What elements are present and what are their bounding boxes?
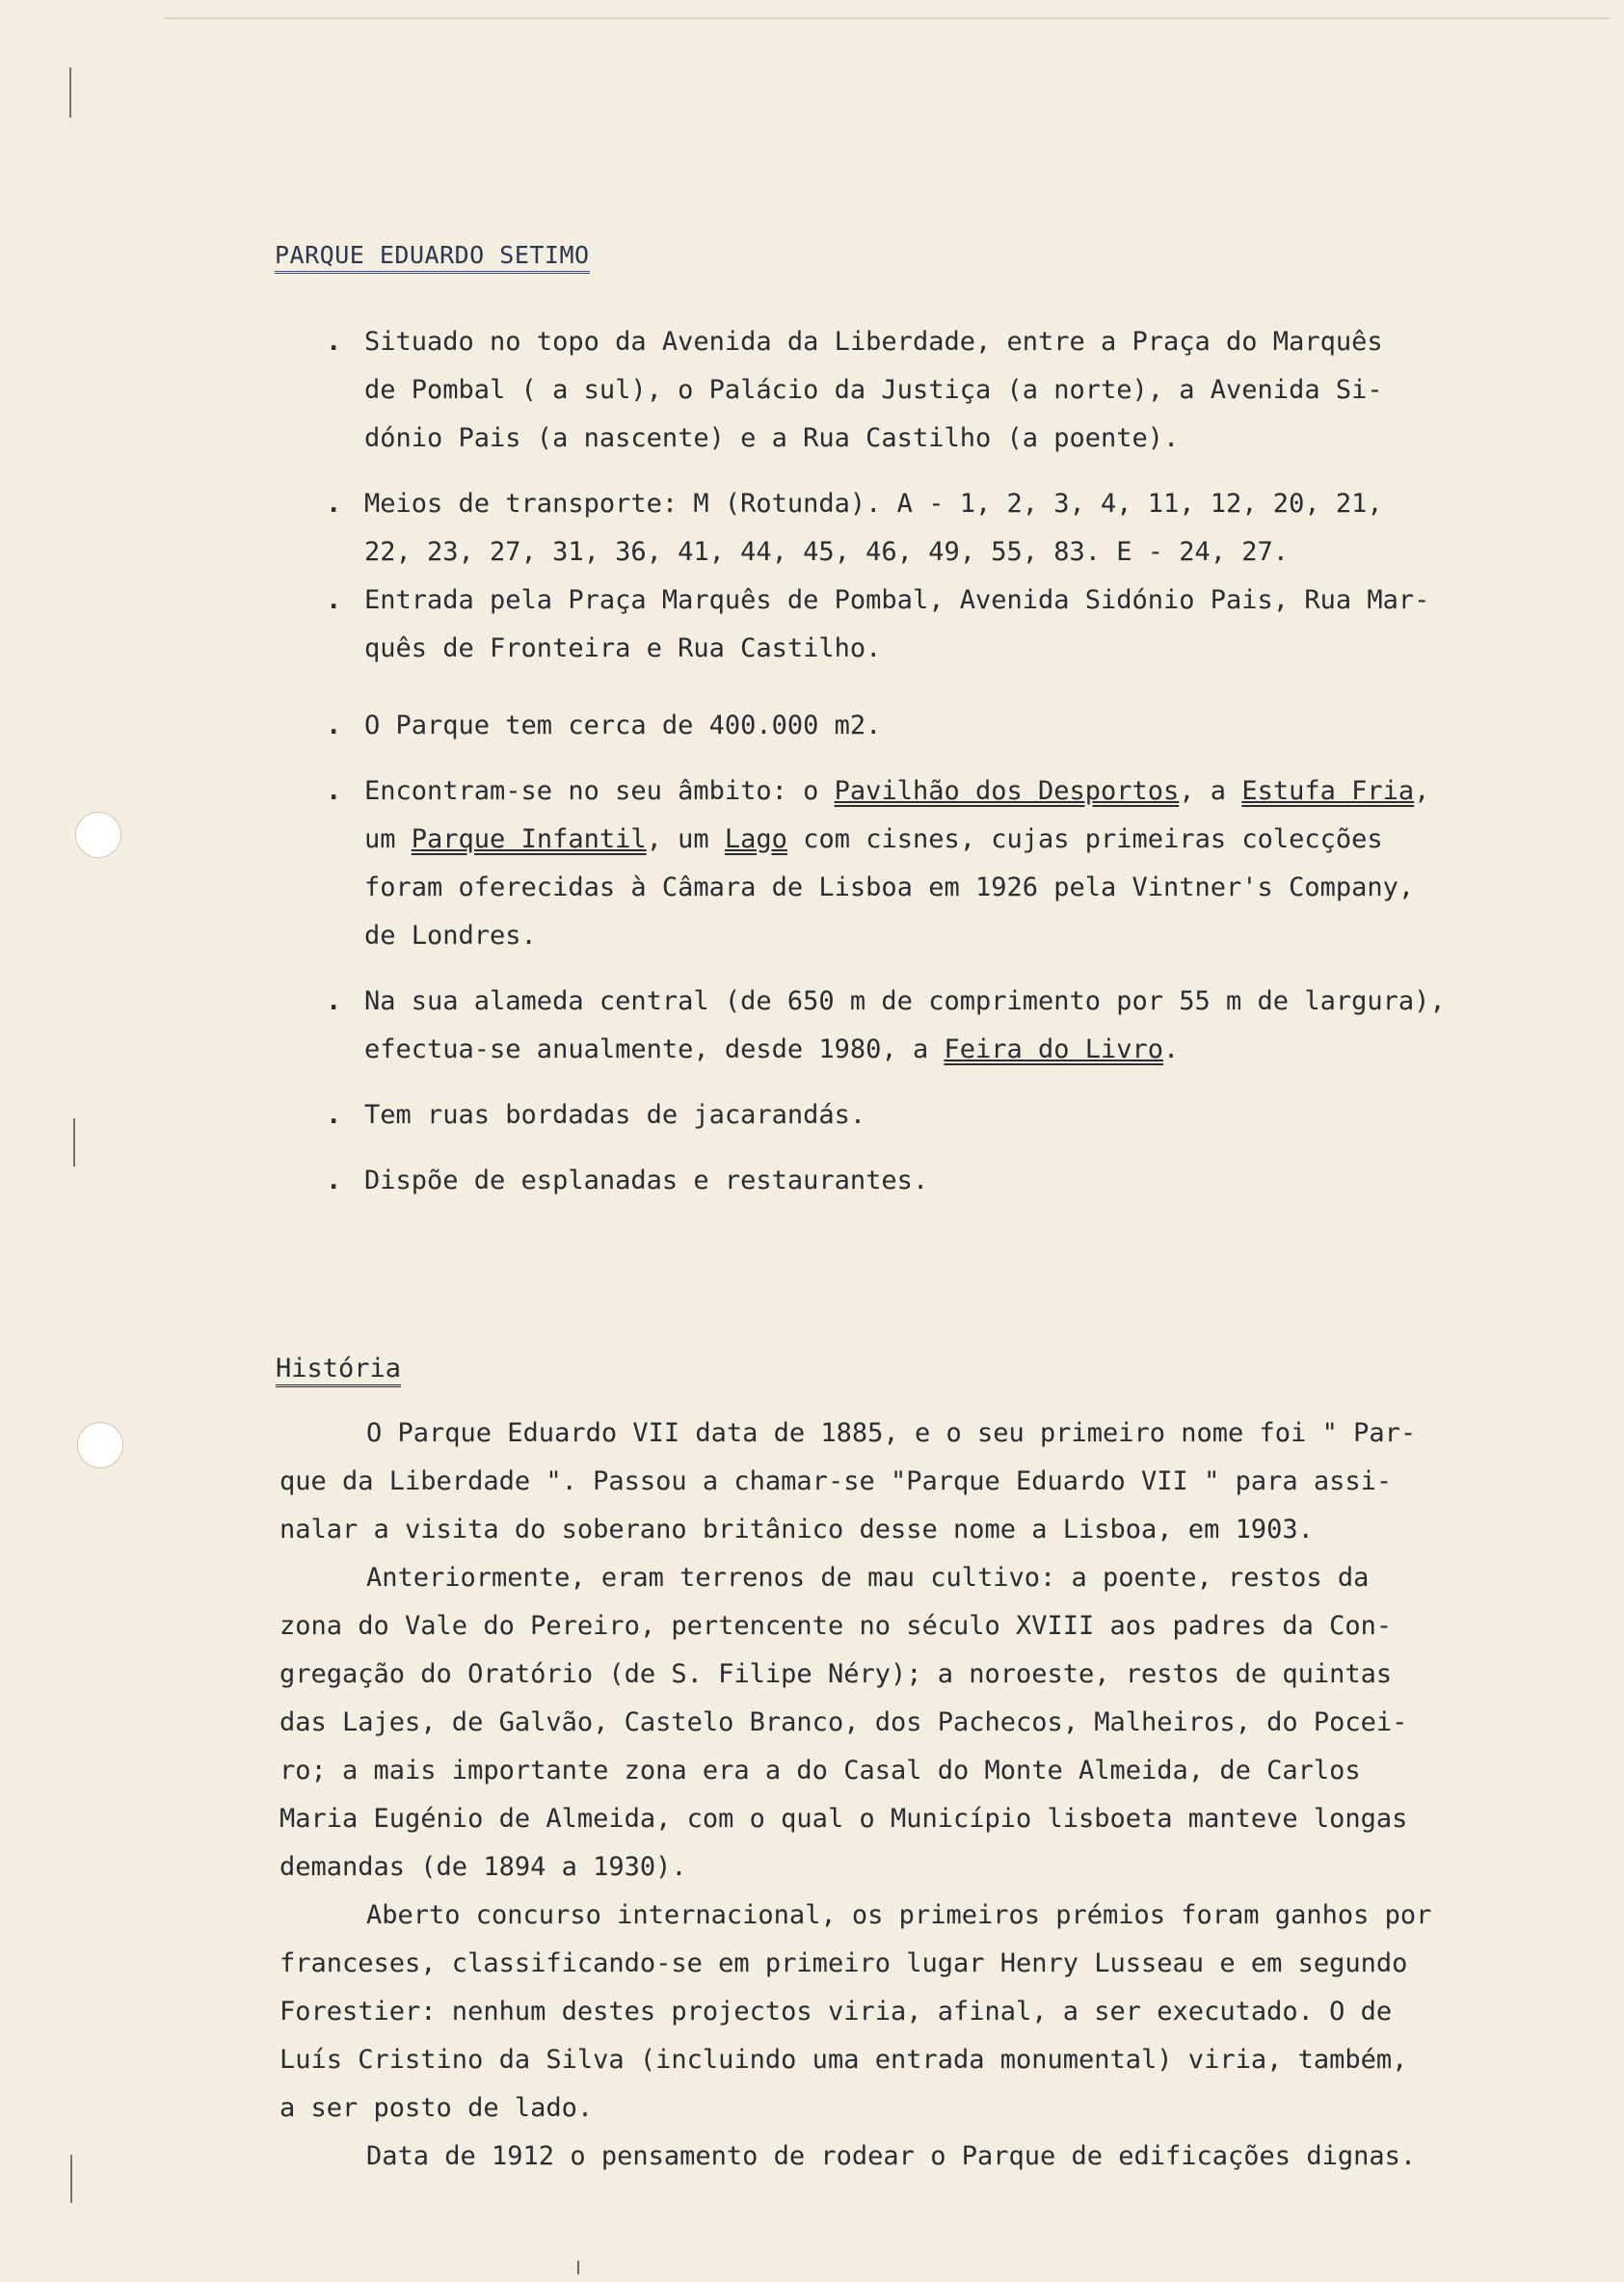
bullet-text: , a [1179,776,1242,806]
bullet-text: , um [364,776,1430,854]
bullet-list [326,318,1579,1205]
bullet-item-features [326,767,1579,960]
margin-mark-top [69,67,71,118]
bottom-edge-mark [577,2261,579,2274]
bullet-dot: . [326,1100,342,1130]
history-paragraph: Data de 1912 o pensamento de rodear o Parque de edificações dignas. [366,2141,1417,2171]
history-heading: História [276,1354,401,1387]
bullet-text: Meios de transporte: M (Rotunda). A - 1, 2, 3, 4, 11, 12, 20, 21, 22, 23, 27, 31, 36, 41, 44, 45, 46, 49, 55, 83. E - 24, 27. [364,489,1383,567]
bullet-dot: . [326,585,342,615]
bullet-text: Dispõe de esplanadas e restaurantes. [364,1166,929,1195]
page-title: PARQUE EDUARDO SETIMO [275,241,590,274]
margin-mark-middle [73,1118,75,1167]
history-paragraph: Aberto concurso internacional, os primeiros prémios foram ganhos por franceses, classificando-se em primeiro lugar Henry Lusseau e em segundo Forestier: nenhum destes projectos viria, afinal, a ser executado. O de Luís Cristino da Silva (incluindo uma entrada monumental) viria, também, a ser posto de lado. [280,1900,1432,2123]
bullet-text: . [1163,1034,1180,1064]
bullet-dot: . [326,1166,342,1195]
underlined-lago: Lago [724,824,787,854]
underlined-parque-infantil: Parque Infantil [411,824,647,854]
bullet-item-entrances [326,577,1579,673]
bullet-item-location [326,318,1579,463]
punch-hole-lower [77,1422,123,1468]
bullet-text: Situado no topo da Avenida da Liberdade, entre a Praça do Marquês de Pombal ( a sul), o Palácio da Justiça (a norte), a Avenida Si- dónio Pais (a nascente) e a Rua Castilho (a poente). [364,327,1383,453]
bullet-text: Na sua alameda central (de 650 m de comprimento por 55 m de largura), efectua-se anualmente, desde 1980, a [364,986,1446,1064]
punch-hole-upper [75,812,121,858]
bullet-text: com cisnes, cujas primeiras colecções foram oferecidas à Câmara de Lisboa em 1926 pela Vintner's Company, de Londres. [364,824,1415,951]
bullet-text: O Parque tem cerca de 400.000 m2. [364,711,882,740]
bullet-item-area [326,702,1579,750]
bullet-dot: . [326,711,342,740]
underlined-feira-do-livro: Feira do Livro [944,1034,1164,1064]
bullet-text: , um [646,824,725,854]
history-paragraph: Anteriormente, eram terrenos de mau cultivo: a poente, restos da zona do Vale do Pereiro, pertencente no século XVIII aos padres da Con- gregação do Oratório (de S. Filipe Néry); a noroeste, restos de quintas das Lajes, de Galvão, Castelo Branco, dos Pachecos, Malheiros, do Pocei- ro; a mais importante zona era a do Casal do Monte Almeida, de Carlos Maria Eugénio de Almeida, com o qual o Município lisboeta manteve longas demandas (de 1894 a 1930). [280,1563,1408,1882]
bullet-text: Entrada pela Praça Marquês de Pombal, Avenida Sidónio Pais, Rua Mar- quês de Fronteira e Rua Castilho. [364,585,1430,663]
bullet-item-transport [326,480,1579,577]
bullet-text: Tem ruas bordadas de jacarandás. [364,1100,866,1130]
bullet-item-book-fair [326,978,1579,1074]
bullet-dot: . [326,489,342,519]
bullet-text: Encontram-se no seu âmbito: o [364,776,835,806]
top-edge-line [164,17,1610,19]
margin-mark-bottom [70,2155,72,2203]
history-section [280,1409,1542,2181]
bullet-dot: . [326,986,342,1016]
underlined-estufa-fria: Estufa Fria [1241,776,1415,806]
history-paragraph: O Parque Eduardo VII data de 1885, e o seu primeiro nome foi " Par- que da Liberdade ". Passou a chamar-se "Parque Eduardo VII " para assi- nalar a visita do soberano britânico desse nome a Lisboa, em 1903. [280,1418,1417,1544]
bullet-item-restaurants [326,1157,1579,1205]
bullet-dot: . [326,327,342,357]
underlined-pavilhao: Pavilhão dos Desportos [834,776,1180,806]
bullet-item-jacarandas [326,1091,1579,1140]
bullet-dot: . [326,776,342,806]
